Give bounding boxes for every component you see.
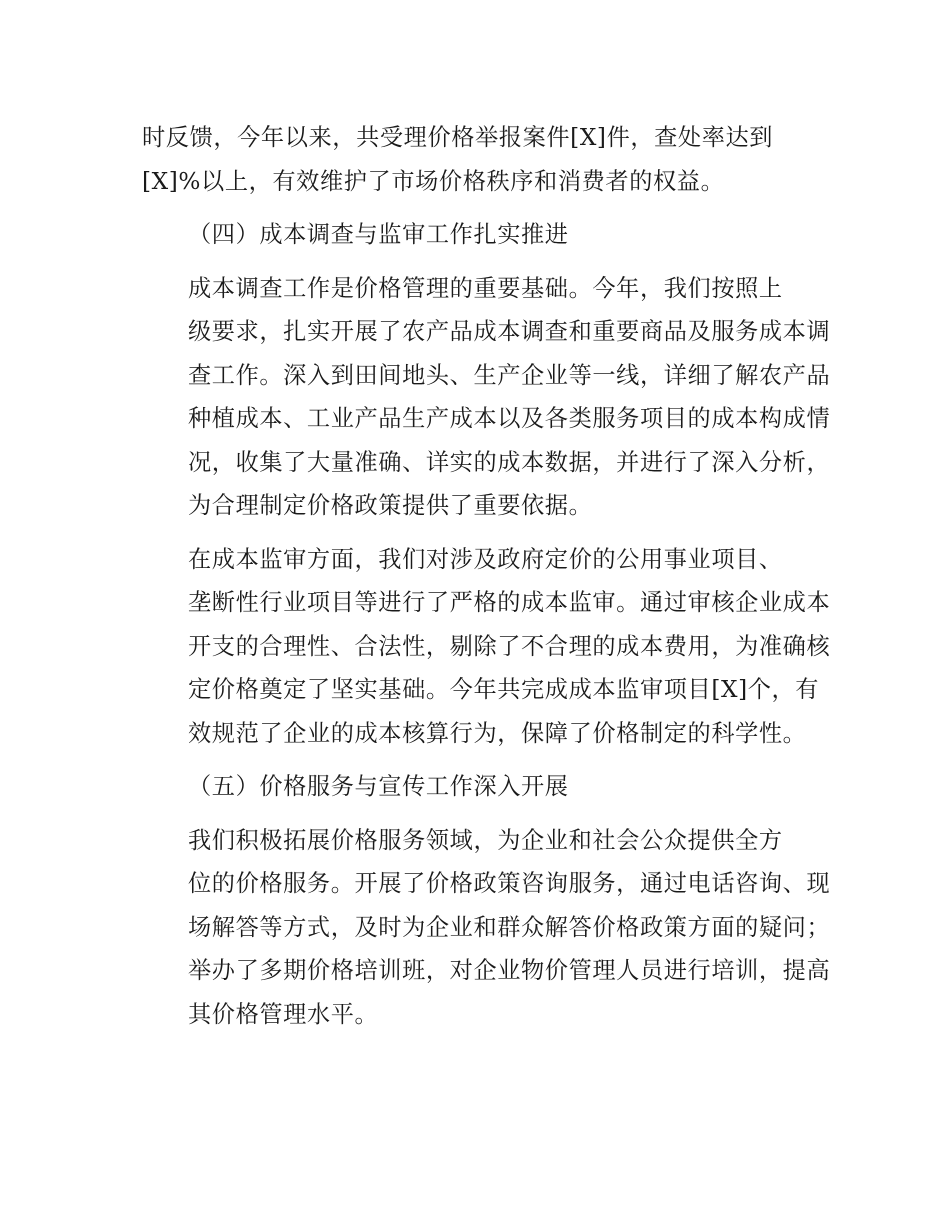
section-heading-price-service: （五）价格服务与宣传工作深入开展 — [188, 773, 569, 800]
text-line: 我们积极拓展价格服务领域，为企业和社会公众提供全方 — [188, 826, 783, 854]
text-line: 况，收集了大量准确、详实的成本数据，并进行了深入分析， — [188, 448, 831, 476]
text-line: 时反馈，今年以来，共受理价格举报案件[X]件，查处率达到 — [142, 124, 774, 151]
text-line: 场解答等方式，及时为企业和群众解答价格政策方面的疑问； — [188, 913, 831, 941]
section-heading-cost-survey: （四）成本调查与监审工作扎实推进 — [188, 221, 569, 248]
text-line: 位的价格服务。开展了价格政策咨询服务，通过电话咨询、现 — [188, 870, 831, 897]
text-line: 其价格管理水平。 — [188, 1000, 379, 1028]
paragraph-complaint-handling — [142, 116, 810, 203]
text-line: 查工作。深入到田间地头、生产企业等一线，详细了解农产品 — [188, 361, 831, 389]
text-line: 种植成本、工业产品生产成本以及各类服务项目的成本构成情 — [188, 405, 831, 432]
paragraph-cost-audit — [142, 538, 831, 756]
text-line: [X]%以上，有效维护了市场价格秩序和消费者的权益。 — [142, 167, 725, 195]
text-line: 定价格奠定了坚实基础。今年共完成成本监审项目[X]个，有 — [188, 676, 820, 703]
text-line: 开支的合理性、合法性，剔除了不合理的成本费用，为准确核 — [188, 632, 831, 660]
text-line: 垄断性行业项目等进行了严格的成本监审。通过审核企业成本 — [188, 589, 831, 616]
text-line: 举办了多期价格培训班，对企业物价管理人员进行培训，提高 — [188, 957, 831, 984]
text-line: 级要求，扎实开展了农产品成本调查和重要商品及服务成本调 — [188, 318, 831, 345]
text-line: 在成本监审方面，我们对涉及政府定价的公用事业项目、 — [188, 545, 783, 573]
document-body — [142, 116, 831, 1046]
text-line: 成本调查工作是价格管理的重要基础。今年，我们按照上 — [188, 274, 783, 302]
text-line: 为合理制定价格政策提供了重要依据。 — [188, 492, 593, 519]
paragraph-price-service — [142, 819, 831, 1037]
paragraph-cost-survey — [142, 267, 831, 528]
text-line: 效规范了企业的成本核算行为，保障了价格制定的科学性。 — [188, 719, 807, 747]
